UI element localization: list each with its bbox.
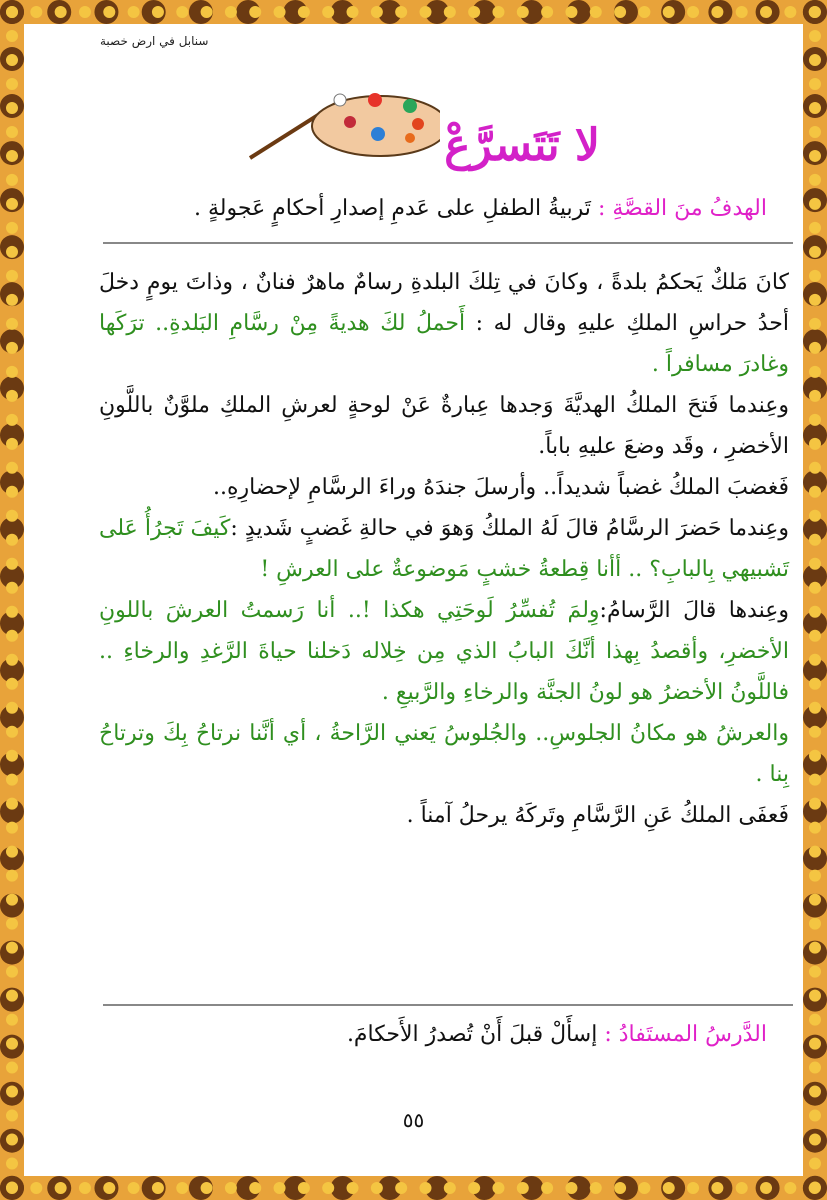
goal-label: الهدفُ منَ القصَّةِ : — [597, 196, 767, 221]
story-title: لا تَتَسرَّعْ — [444, 120, 600, 171]
lesson-label: الدَّرسُ المستَفادُ : — [604, 1022, 767, 1047]
story-paragraph: وعِندما فَتحَ الملكُ الهديَّةَ وَجدها عِبارةٌ عَنْ لوحةٍ لعرشِ الملكِ ملوَّنٌ باللَّونِ الأخضرِ ، وقَد وضعَ عليهِ باباً. — [99, 393, 789, 459]
book-title-header: سنابل في ارض خصبة — [100, 34, 209, 48]
page-number: ٥٥ — [402, 1108, 425, 1132]
dialogue-text: كَيفَ تَجرُأُ عَلى تَشبيهي بِالبابِ؟ .. أأنا قِطعةُ خشبٍ مَوضوعةٌ على العرشِ ! — [99, 516, 789, 582]
lesson-text: إسأَلْ قبلَ أَنْ تُصدرُ الأَحكامَ. — [346, 1022, 598, 1047]
story-paragraph — [99, 590, 789, 713]
dialogue-text: وِلمَ تُفسِّرُ لَوحَتِي هكذا !.. أنا رَسمتُ العرشَ باللونِ الأخضرِ، وأقصدُ بِهذا أنَّكَ البابُ الذي مِن خِلاله دَخلنا حياةَ الرَّغدِ والرخاءِ .. فاللَّونُ الأخضرُ هو لونُ الجنَّة والرخاءِ والرَّبيعِ . — [99, 598, 789, 705]
story-text: وعِندما حَضرَ الرسَّامُ قالَ لَهُ الملكُ وَهوَ في حالةِ غَضبٍ شَديدٍ : — [230, 516, 789, 541]
divider-bottom — [103, 1004, 793, 1006]
story-body — [99, 262, 789, 836]
story-text: كانَ مَلكٌ يَحكمُ بلدةً ، وكانَ في تِلكَ البلدةِ رسامٌ ماهرٌ فنانٌ ، وذاتَ يومٍ دخلَ أحدُ حراسِ الملكِ عليهِ وقال له : — [99, 270, 789, 336]
paint-palette-icon — [240, 88, 440, 168]
story-paragraph: فَعفَى الملكُ عَنِ الرَّسَّامِ وتَركَهُ يرحلُ آمناً . — [406, 803, 789, 828]
story-text: وعِندها قالَ الرَّسامُ: — [599, 598, 789, 623]
story-goal — [57, 196, 767, 221]
dialogue-text: أَحملُ لكَ هديةً مِنْ رسَّامِ البَلدةِ.. ترَكَها وغادرَ مسافراً . — [99, 311, 789, 377]
goal-text: تَربيةُ الطفلِ على عَدمِ إصدارِ أحكامٍ عَجولةٍ . — [194, 196, 591, 221]
story-paragraph — [99, 262, 789, 385]
lesson-learned — [67, 1022, 767, 1047]
title-area — [240, 88, 600, 178]
story-paragraph: فَغضبَ الملكُ غضباً شديداً.. وأرسلَ جندَهُ وراءَ الرسَّامِ لإحضارِهِ.. — [212, 475, 789, 500]
story-paragraph — [99, 508, 789, 590]
story-paragraph: والعرشُ هو مكانُ الجلوسِ.. والجُلوسُ يَعني الرَّاحةُ ، أي أنَّنا نرتاحُ بِكَ وترتاحُ بِنا . — [99, 721, 789, 787]
divider-top — [103, 242, 793, 244]
